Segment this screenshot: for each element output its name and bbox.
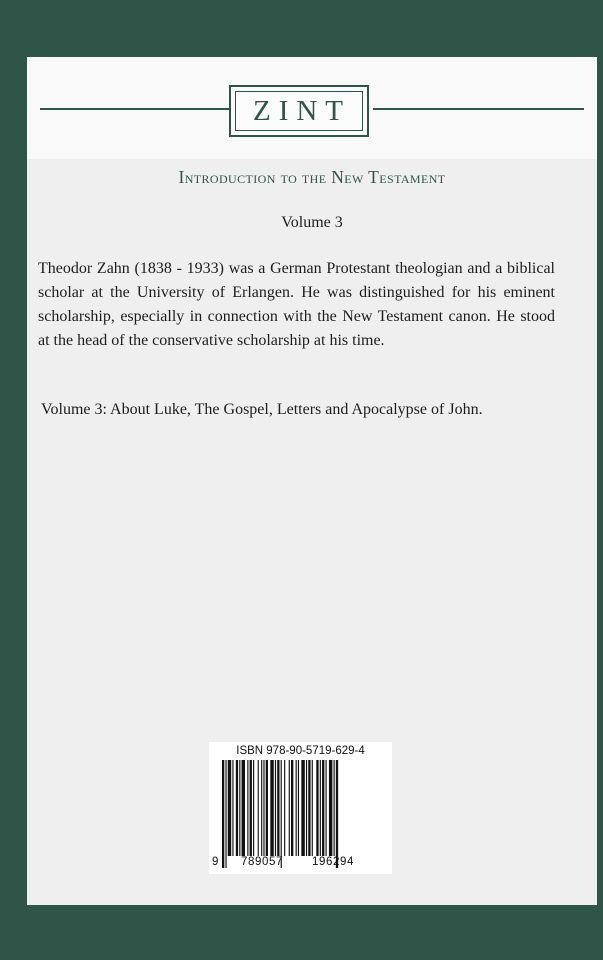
barcode-bar [225,760,226,868]
barcode-bar [277,760,279,856]
barcode-bar [242,760,245,856]
header-rule-right [373,108,584,110]
logo-text: ZINT [235,91,363,131]
barcode-bar [334,760,335,856]
barcode-bar [298,760,299,856]
barcode-bar [291,760,293,856]
barcode-bar [316,760,318,856]
book-title: Introduction to the New Testament [178,167,446,187]
barcode-bar [258,760,259,856]
header-band [27,57,597,159]
barcode-bar [270,760,273,856]
barcode-bar [228,760,231,856]
barcode-bar [239,760,240,856]
barcode-bar [253,760,254,856]
barcode-bars [222,760,380,870]
volume-label: Volume 3 [281,214,343,231]
barcode-bar [336,760,338,868]
barcode-bar [296,760,297,856]
barcode-bar [266,760,268,856]
barcode-bar [320,760,321,856]
barcode-digits-right: 196294 [312,856,354,868]
barcode-bar [236,760,238,856]
barcode-bar [289,760,290,856]
barcode-bar [222,760,224,868]
barcode-bar [263,760,264,856]
barcode-bar [281,760,282,868]
barcode-bar [312,760,313,856]
barcode-bar [261,760,262,856]
barcode-bar [250,760,252,856]
barcode-bar [247,760,248,856]
barcode-bar [284,760,285,856]
barcode-digit-first: 9 [212,856,219,868]
barcode-digits-left: 789057 [241,856,283,868]
isbn-label: ISBN 978-90-5719-629-4 [236,745,365,757]
barcode [209,742,392,874]
back-cover [27,57,597,905]
barcode-bar [306,760,307,856]
author-description: Theodor Zahn (1838 - 1933) was a German Protestant theologian and a biblical scholar at the University of Erlangen. He was distinguished for his eminent scholarship, especially in connection with the New Testament canon. He stood at the head of the conservative scholarship at his time. [38,260,555,349]
barcode-bar [308,760,310,856]
barcode-bar [322,760,324,856]
header-rule-left [40,108,248,110]
barcode-bar [326,760,327,856]
volume-contents: Volume 3: About Luke, The Gospel, Letters and Apocalypse of John. [41,401,483,418]
barcode-bar [301,760,304,856]
barcode-bar [329,760,332,856]
barcode-bar [232,760,233,856]
barcode-bar [275,760,276,856]
publisher-logo [229,85,369,137]
